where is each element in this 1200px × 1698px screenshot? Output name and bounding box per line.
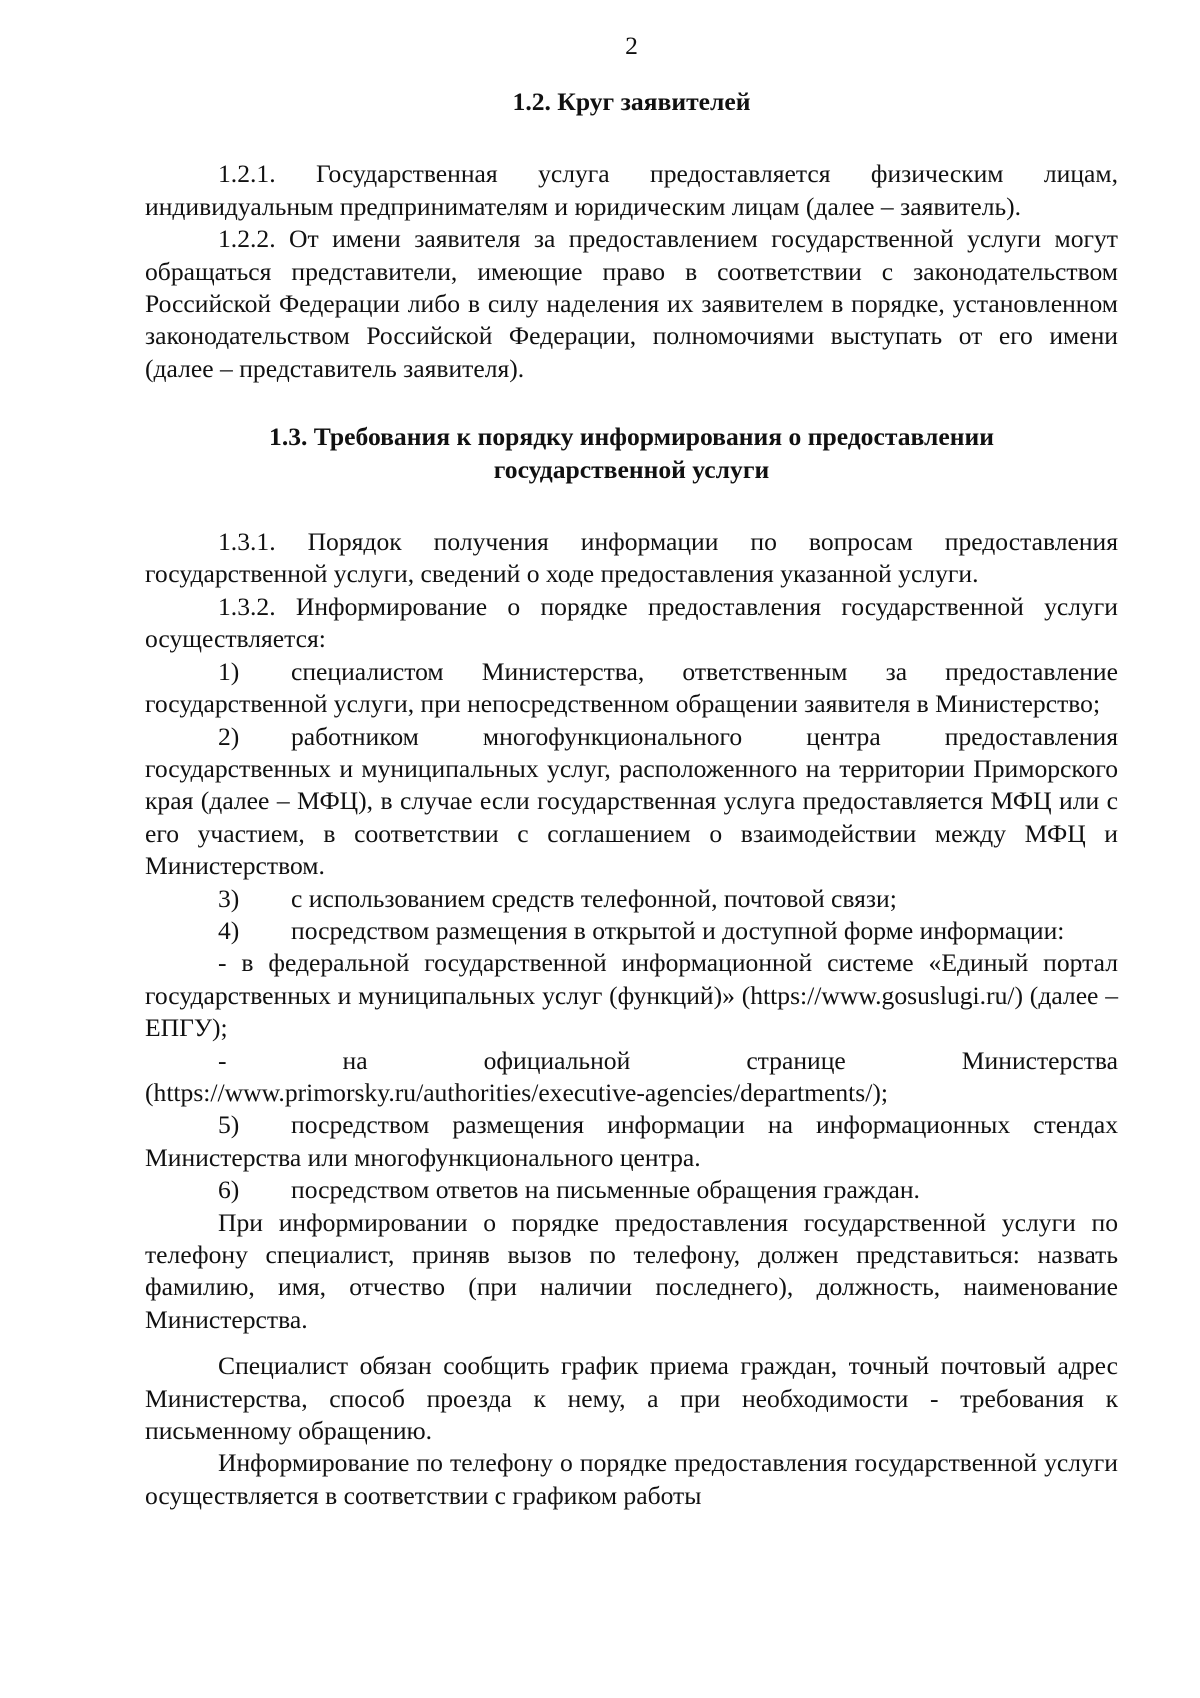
- list-item-text: работником многофункционального центра предоставления государственных и муниципальных услуг, расположенного на территории Приморского края (далее – МФЦ), в случае если государственная услуга предоставляется МФЦ или с его участием, в соответствии с соглашением о взаимодействии между МФЦ и Министерством.: [145, 721, 1118, 881]
- list-item-4: [145, 915, 1118, 947]
- paragraph-1-3-2: 1.3.2. Информирование о порядке предоставления государственной услуги осуществляется:: [145, 591, 1118, 654]
- paragraph-phone-info: При информировании о порядке предоставления государственной услуги по телефону специалист, приняв вызов по телефону, должен представиться: назвать фамилию, имя, отчество (при наличии последнего), должность, наименование Министерства.: [145, 1207, 1118, 1334]
- page-number: 2: [625, 31, 638, 60]
- list-item-text: посредством размещения в открытой и доступной форме информации:: [291, 915, 1065, 945]
- list-item-number: 3): [218, 883, 240, 913]
- list-item-text: с использованием средств телефонной, почтовой связи;: [291, 883, 897, 913]
- list-item-number: 4): [218, 915, 240, 945]
- list-item-6: [145, 1174, 1118, 1206]
- list-item-number: 5): [218, 1110, 240, 1140]
- paragraph-phone-schedule: Информирование по телефону о порядке предоставления государственной услуги осуществляется в соответствии с графиком работы: [145, 1448, 1118, 1510]
- list-item-number: 6): [218, 1175, 240, 1205]
- list-item-number: 1): [218, 656, 240, 686]
- paragraph-1-3-1: 1.3.1. Порядок получения информации по вопросам предоставления государственной услуги, сведений о ходе предоставления указанной услуги.: [145, 527, 1118, 589]
- list-item-3: [145, 883, 1118, 915]
- list-item-1: [145, 656, 1118, 721]
- list-item-2: [145, 721, 1118, 883]
- section-heading-1-3-line2: государственной услуги: [493, 454, 770, 484]
- paragraph-specialist-duty: Специалист обязан сообщить график приема граждан, точный почтовый адрес Министерства, способ проезда к нему, а при необходимости - требования к письменному обращению.: [145, 1351, 1118, 1446]
- list-item-text: специалистом Министерства, ответственным за предоставление государственной услуги, при непосредственном обращении заявителя в Министерство;: [145, 656, 1118, 719]
- section-heading-1-3: [145, 421, 1118, 486]
- paragraph-1-2-1: 1.2.1. Государственная услуга предоставляется физическим лицам, индивидуальным предпринимателям и юридическим лицам (далее – заявитель).: [145, 159, 1118, 221]
- list-item-text: посредством размещения информации на информационных стендах Министерства или многофункционального центра.: [145, 1110, 1118, 1172]
- section-heading-1-2: 1.2. Круг заявителей: [512, 87, 751, 116]
- list-item-number: 2): [218, 721, 240, 751]
- paragraph-1-2-2: 1.2.2. От имени заявителя за предоставлением государственной услуги могут обращаться представители, имеющие право в соответствии с законодательством Российской Федерации либо в силу наделения их заявителем в порядке, установленном законодательством Российской Федерации, полномочиями выступать от его имени (далее – представитель заявителя).: [145, 224, 1118, 383]
- dash-item-epgu: - в федеральной государственной информационной системе «Единый портал государственных и муниципальных услуг (функций)» (https://www.gosuslugi.ru/) (далее – ЕПГУ);: [145, 948, 1118, 1043]
- dash-item-ministry-page: - на официальной странице Министерства (https://www.primorsky.ru/authorities/executive-agencies/departments/);: [145, 1045, 1118, 1107]
- list-item-text: посредством ответов на письменные обращения граждан.: [291, 1175, 920, 1205]
- section-heading-1-3-line1: 1.3. Требования к порядку информирования о предоставлении: [269, 422, 994, 452]
- list-item-5: [145, 1109, 1118, 1174]
